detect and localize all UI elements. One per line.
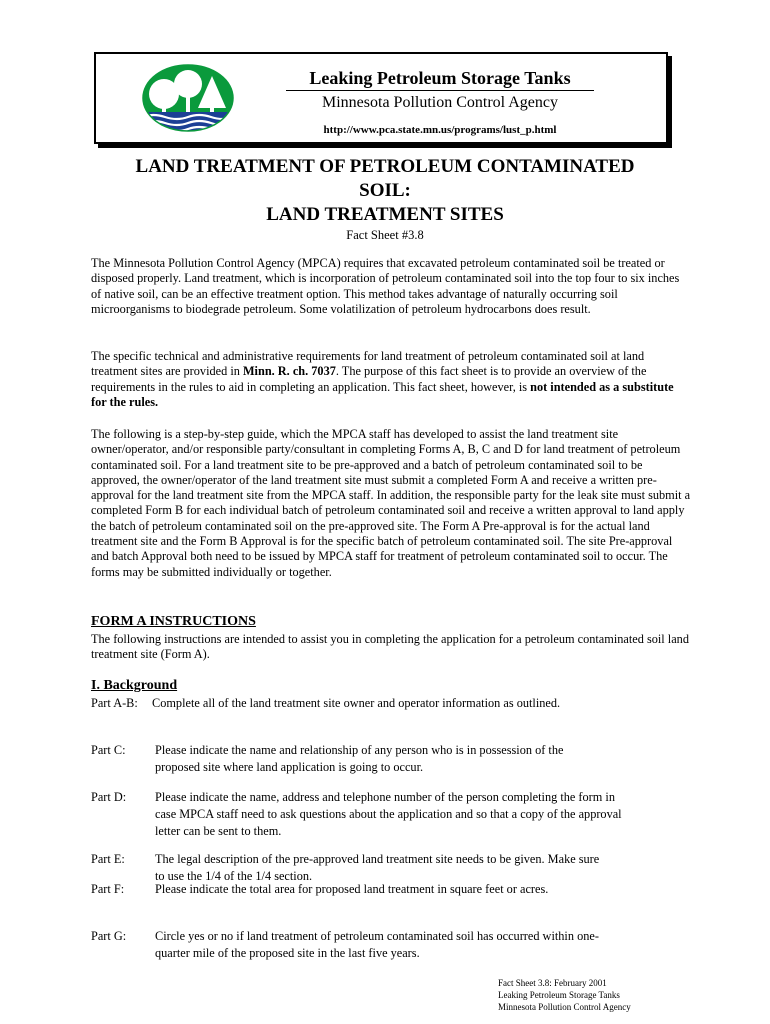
part-g-label: Part G: [91,929,127,943]
footer-line3: Minnesota Pollution Control Agency [498,1002,631,1012]
part-f-text: Please indicate the total area for proposed land treatment in square feet or acres. [155,882,549,896]
page-title-line2: SOIL: [359,180,411,201]
part-d-text: Please indicate the name, address and telephone number of the person completing the form in case MPCA staff need to ask questions about the application and so that a copy of the approval letter can be sent to them. [155,790,622,838]
p2-text-a: The specific technical and administrative requirements for land treatment of petroleum contaminated soil at land treatment sites are provided in [91,349,645,379]
part-e-label: Part E: [91,852,125,866]
part-c-text: Please indicate the name and relationship of any person who is in possession of the proposed site where land application is going to occur. [155,743,564,774]
page-title-line1: LAND TREATMENT OF PETROLEUM CONTAMINATED [135,156,635,177]
header-title: Leaking Petroleum Storage Tanks [286,68,594,91]
rule-citation: Minn. R. ch. 7037 [242,364,336,379]
footer [498,977,698,1013]
form-a-text: The following instructions are intended to assist you in completing the application for a petroleum contaminated soil land treatment site (Form A). [91,632,689,662]
tree-round-center [174,70,202,98]
part-ab-text: Complete all of the land treatment site owner and operator information as outlined. [152,696,561,710]
background-heading: I. Background [91,678,178,693]
intro-paragraph-2 [91,349,691,410]
form-a-heading: FORM A INSTRUCTIONS [91,614,256,629]
p2-text-b: . The purpose of this fact sheet is to provide an overview of the requirements in the rules to aid in completing an application. This fact sheet, however, is [91,364,647,394]
intro-paragraph-3: The following is a step-by-step guide, which the MPCA staff has developed to assist the land treatment site owner/operator, and/or responsible party/consultant in completing Forms A, B, C and D for land treatment of petroleum contaminated soil. For a land treatment site to be pre-approved and a batch of petroleum contaminated soil to be approved, the owner/operator of the land treatment site must submit a completed Form A and receive a written pre-approval for the land treatment site from the MPCA staff. In addition, the responsible party for the leak site must submit a completed Form B for each individual batch of petroleum contaminated soil and receive a written approval to land apply the batch of petroleum contaminated soil on the pre-approved site. The Form A Pre-approval is for the actual land treatment site and the Form B Approval is for the specific batch of petroleum contaminated soil. The site Pre-approval and batch Approval both need to be issued by MPCA staff for treatment of petroleum contaminated soil to occur. The forms may be submitted individually or together. [91,427,691,579]
disclaimer-bold: not intended as a substitute for the rules. [91,379,674,409]
footer-line1: Fact Sheet 3.8: February 2001 [498,978,607,988]
header-box [94,52,668,144]
page-title [60,155,710,227]
header-url-link[interactable]: http://www.pca.state.mn.us/programs/lust_p.html [323,124,557,136]
part-d-label: Part D: [91,790,127,804]
fact-sheet-number: Fact Sheet #3.8 [346,228,424,242]
part-f-label: Part F: [91,882,125,896]
part-ab-label: Part A-B: [91,696,138,710]
mpca-logo [142,64,234,132]
part-c-label: Part C: [91,743,126,757]
footer-line2: Leaking Petroleum Storage Tanks [498,990,620,1000]
intro-paragraph-1: The Minnesota Pollution Control Agency (MPCA) requires that excavated petroleum contaminated soil be treated or disposed properly. Land treatment, which is incorporation of petroleum contaminated soil into the top four to six inches of native soil, can be an effective treatment option. This method takes advantage of naturally occurring soil microorganisms to biodegrade petroleum. Some volatilization of petroleum hydrocarbons does result. [91,256,680,316]
page-title-line3: LAND TREATMENT SITES [266,204,504,225]
part-g-text: Circle yes or no if land treatment of petroleum contaminated soil has occurred within one-quarter mile of the proposed site in the last five years. [155,929,599,960]
part-e-text: The legal description of the pre-approved land treatment site needs to be given. Make sure to use the 1/4 of the 1/4 section. [155,852,600,883]
header-agency: Minnesota Pollution Control Agency [322,94,558,111]
